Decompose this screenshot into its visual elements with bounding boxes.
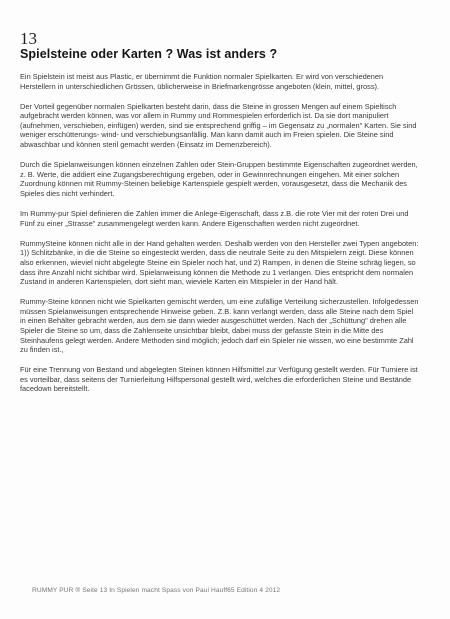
page-number: 13 [20,29,37,48]
paragraph-rummy-pur-numbers: Im Rummy-pur Spiel definieren die Zahlen immer die Anlege-Eigenschaft, dass z.B. die rote Vier mit der roten Drei und Fünf zu einer „Strasse" zusammengelegt werden kann. Andere Eigenschaften werden nicht zugeordnet. [20,209,409,228]
paragraph-advantages: Der Vorteil gegenüber normalen Spielkarten besteht darin, dass die Steine in grossen Mengen auf einem Spieltisch aufgebracht werden können, was vor allem in Rummy und Rommespielen erforderlich ist. Da sie dort manipuliert (aufnehmen, verschieben, einfügen) werden, sind sie entsprechend griffig – im Gegensatz zu „normalen" Karten. Sie sind weniger erschütterungs- wind- und verschiebungsanfällig. Man kann damit auch im Freien spielen. Die Steine sind abwaschbar und können steril gemacht werden (Einsatz im Demenzbereich). [20,101,417,150]
page-title: Spielsteine oder Karten ? Was ist anders ? [20,47,278,61]
paragraph-game-instructions: Durch die Spielanweisungen können einzelnen Zahlen oder Stein-Gruppen bestimmte Eigenschaften zugeordnet werden, z. B. Werte, die addiert eine Zugangsberechtigung ergeben, oder in Gewinnrechnungen eingehen. Mit einer solchen Zuordnung können mit Rummy-Steinen beliebige Kartenspiele gespielt werden, vorausgesetzt, dass die Mechanik des Spieles dies nicht verhindert. [20,160,418,198]
paragraph-tournament-aids: Für eine Trennung von Bestand und abgelegten Steinen können Hilfsmittel zur Verfügung gestellt werden. Für Turniere ist es vorteilbar, dass seitens der Turnierleitung Hilfspersonal gestellt wird, welches die erforderlichen Steine und Bestände facedown bereitstellt. [20,365,418,394]
paragraph-shuffling: Rummy-Steine können nicht wie Spielkarten gemischt werden, um eine zufällige Verteilung sicherzustellen. Infolgedessen müssen Spielanweisungen entsprechende Hinweise geben. Z.B. kann verlangt werden, dass alle Steine nach dem Spiel in einen Behälter gebracht werden, aus dem sie dann wieder ausgeschüttet werden. Nach der „Schüttung" drehen alle Spieler die Steine so um, dass die Zahlenseite unsichtbar bleibt, dabei muss der gefasste Stein in die Mitte des Steinhaufens gelegt werden. Andere Methoden sind möglich; jedoch darf ein Spieler nie wissen, wo eine bestimmte Zahl zu finden ist., [20,297,419,355]
paragraph-plastic-stones: Ein Spielstein ist meist aus Plastic, er übernimmt die Funktion normaler Spielkarten. Er wird von verschiedenen Herstellern in unterschiedlichen Grössen, üblicherweise in Briefmarkengrösse angeboten (klein, mittel, gross). [20,72,384,91]
paragraph-holding-stones: RummySteine können nicht alle in der Hand gehalten werden. Deshalb werden von den Hersteller zwei Typen angeboten: 1)) Schlitzbänke, in die die Steine so eingesteckt werden, dass die neutrale Seite zu den Mitspielern zeigt. Diese können also erkennen, wieviel nicht abgelegte Steine ein Spieler noch hat, und 2) Rampen, in denen die Steine schräg liegen, so dass ihre Anzahl nicht sichtbar wird. Spielanweisung können die Methode zu 1 verlangen. Dies entspricht dem normalen Zustand in anderen Kartenspielen, dort sieht man, wieviele Karten ein Mitspieler in der Hand hält. [20,238,419,287]
body-text [20,72,420,405]
page-footer: RUMMY PUR ® Seite 13 In Spielen macht Spass von Paul Hauff65 Edition 4 2012 [32,587,281,594]
